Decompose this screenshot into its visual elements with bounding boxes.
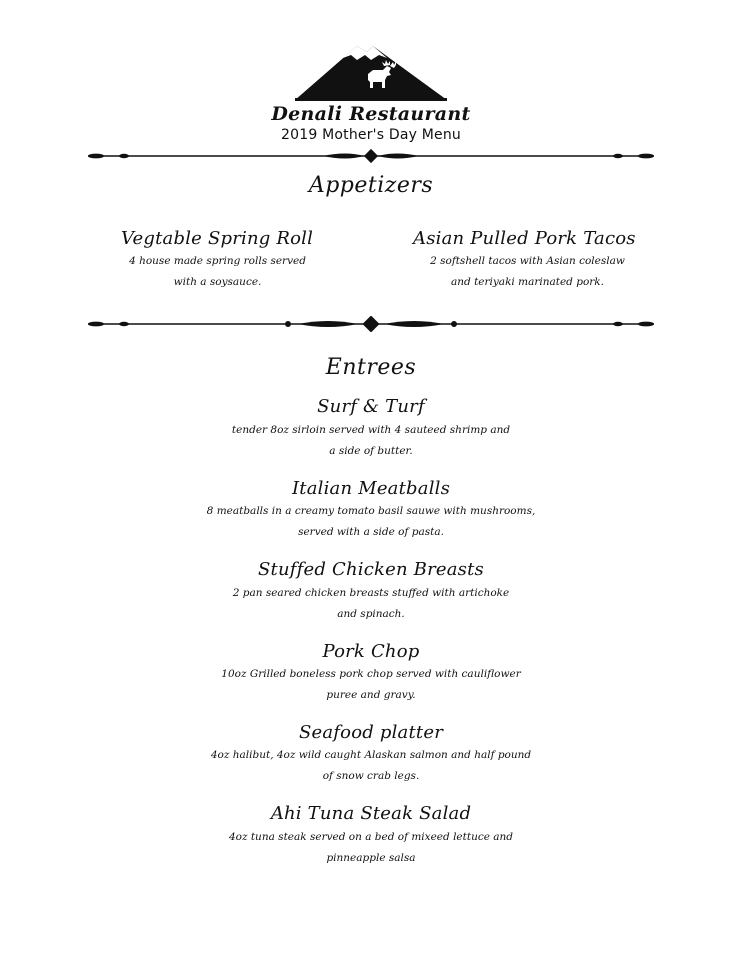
entree-name: Seafood platter: [298, 722, 444, 743]
entree-name: Surf & Turf: [317, 396, 425, 417]
ornamental-divider: [88, 148, 654, 164]
entree-description: 4oz tuna steak served on a bed of mixeed lettuce and pinneapple salsa: [228, 831, 514, 864]
appetizer-name: Vegtable Spring Roll: [121, 228, 314, 249]
ornamental-divider: [88, 316, 654, 332]
mountain-moose-icon: [295, 42, 447, 104]
entree-name: Italian Meatballs: [291, 478, 451, 499]
entree-description: 4oz halibut, 4oz wild caught Alaskan salmon and half pound of snow crab legs.: [210, 749, 532, 782]
appetizer-description: 2 softshell tacos with Asian coleslaw and teriyaki marinated pork.: [430, 255, 625, 288]
entree-description: 10oz Grilled boneless pork chop served with cauliflower puree and gravy.: [221, 668, 521, 701]
entree-name: Stuffed Chicken Breasts: [258, 559, 484, 580]
entree-name: Ahi Tuna Steak Salad: [270, 803, 472, 824]
appetizer-name: Asian Pulled Pork Tacos: [413, 228, 636, 249]
entree-description: 8 meatballs in a creamy tomato basil sauwe with mushrooms, served with a side of pasta.: [206, 505, 536, 538]
appetizer-description: 4 house made spring rolls served with a soysauce.: [129, 255, 306, 288]
entree-description: 2 pan seared chicken breasts stuffed with artichoke and spinach.: [232, 587, 510, 620]
entrees-heading: Entrees: [325, 355, 417, 380]
menu-title: 2019 Mother's Day Menu: [281, 127, 461, 143]
appetizers-heading: Appetizers: [308, 173, 434, 198]
entree-name: Pork Chop: [322, 641, 420, 662]
entree-description: tender 8oz sirloin served with 4 sauteed shrimp and a side of butter.: [231, 424, 511, 457]
restaurant-name: Denali Restaurant: [271, 103, 471, 125]
